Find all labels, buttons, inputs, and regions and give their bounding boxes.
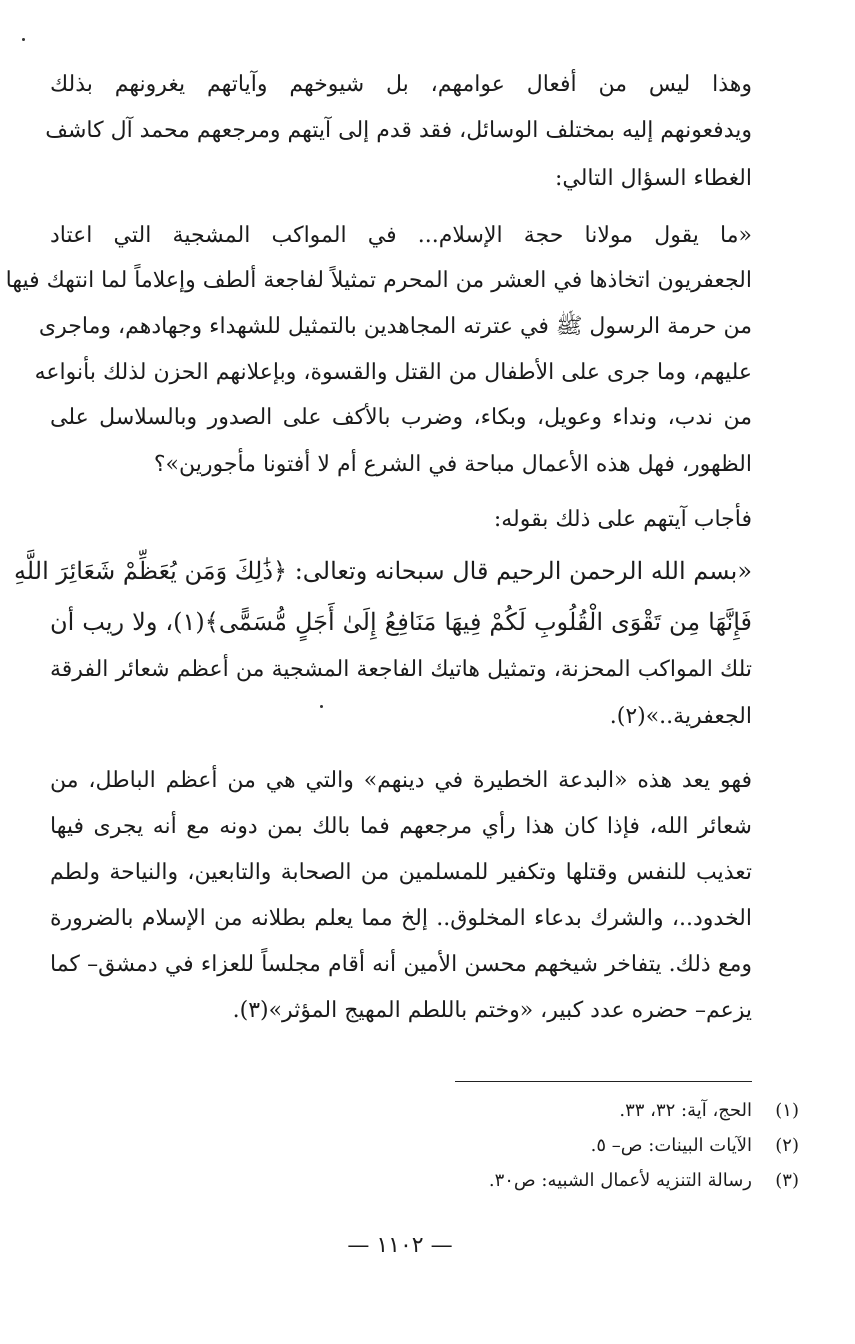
text-line: تلك المواكب المحزنة، وتمثيل هاتيك الفاجعة المشجية من أعظم شعائر الفرقة	[50, 657, 752, 682]
scan-speck	[22, 38, 25, 41]
footnote-number: (١)	[775, 1100, 799, 1121]
text-line: الجعفرية..»(٢).	[609, 704, 752, 729]
text-line: عليهم، وما جرى على الأطفال من القتل والقسوة، وبإعلانهم الحزن لذلك بأنواعه	[34, 360, 752, 385]
text-line: فهو يعد هذه «البدعة الخطيرة في دينهم» والتي هي من أعظم الباطل، من	[50, 768, 752, 793]
footnote-text: الآيات البينات: ص– ٥.	[590, 1135, 752, 1156]
scan-speck	[320, 705, 323, 708]
footnote-separator	[455, 1081, 752, 1082]
text-line: شعائر الله، فإذا كان هذا رأي مرجعهم فما بالك بمن دونه مع أنه يجرى فيها	[50, 814, 752, 839]
text-line: «ما يقول مولانا حجة الإسلام... في المواكب المشجية التي اعتاد	[50, 223, 752, 248]
text-line: فأجاب آيتهم على ذلك بقوله:	[493, 507, 752, 532]
text-line: وهذا ليس من أفعال عوامهم، بل شيوخهم وآياتهم يغرونهم بذلك	[50, 72, 752, 97]
text-line: تعذيب للنفس وقتلها وتكفير للمسلمين من الصحابة والتابعين، والنياحة ولطم	[50, 860, 752, 885]
footnote-text: رسالة التنزيه لأعمال الشبيه: ص٣٠.	[488, 1170, 752, 1191]
text-line: يزعم– حضره عدد كبير، «وختم باللطم المهيج المؤثر»(٣).	[232, 998, 752, 1023]
text-line: الخدود..، والشرك بدعاء المخلوق.. إلخ مما يعلم بطلانه من الإسلام بالضرورة	[50, 906, 752, 931]
text-line: ومع ذلك. يتفاخر شيخهم محسن الأمين أنه أقام مجلساً للعزاء في دمشق– كما	[50, 952, 752, 977]
text-line: الغطاء السؤال التالي:	[554, 166, 752, 191]
footnote-text: الحج، آية: ٣٢، ٣٣.	[619, 1100, 752, 1121]
text-line: من ندب، ونداء وعويل، وبكاء، وضرب بالأكف على الصدور وبالسلاسل على	[50, 405, 752, 430]
text-line: الجعفريون اتخاذها في العشر من المحرم تمثيلاً لفاجعة ألطف وإعلاماً لما انتهك فيها	[5, 268, 752, 293]
footnote-number: (٢)	[775, 1135, 799, 1156]
text-line: فَإِنَّهَا مِن تَقْوَى الْقُلُوبِ لَكُمْ فِيهَا مَنَافِعُ إِلَىٰ أَجَلٍ مُّسَمًّى﴾(١)، ولا ريب أن	[50, 608, 752, 636]
text-line: الظهور، فهل هذه الأعمال مباحة في الشرع أم لا أفتونا مأجورين»؟	[153, 452, 752, 477]
text-line: «بسم الله الرحمن الرحيم قال سبحانه وتعالى: ﴿ذَٰلِكَ وَمَن يُعَظِّمْ شَعَائِرَ اللَّهِ	[13, 557, 752, 585]
text-line: ويدفعونهم إليه بمختلف الوسائل، فقد قدم إلى آيتهم ومرجعهم محمد آل كاشف	[45, 118, 752, 143]
footnote-number: (٣)	[775, 1170, 799, 1191]
page-number: — ١١٠٢ —	[347, 1233, 453, 1258]
text-line: من حرمة الرسول ﷺ في عترته المجاهدين بالتمثيل للشهداء وجهادهم، وماجرى	[38, 314, 752, 339]
